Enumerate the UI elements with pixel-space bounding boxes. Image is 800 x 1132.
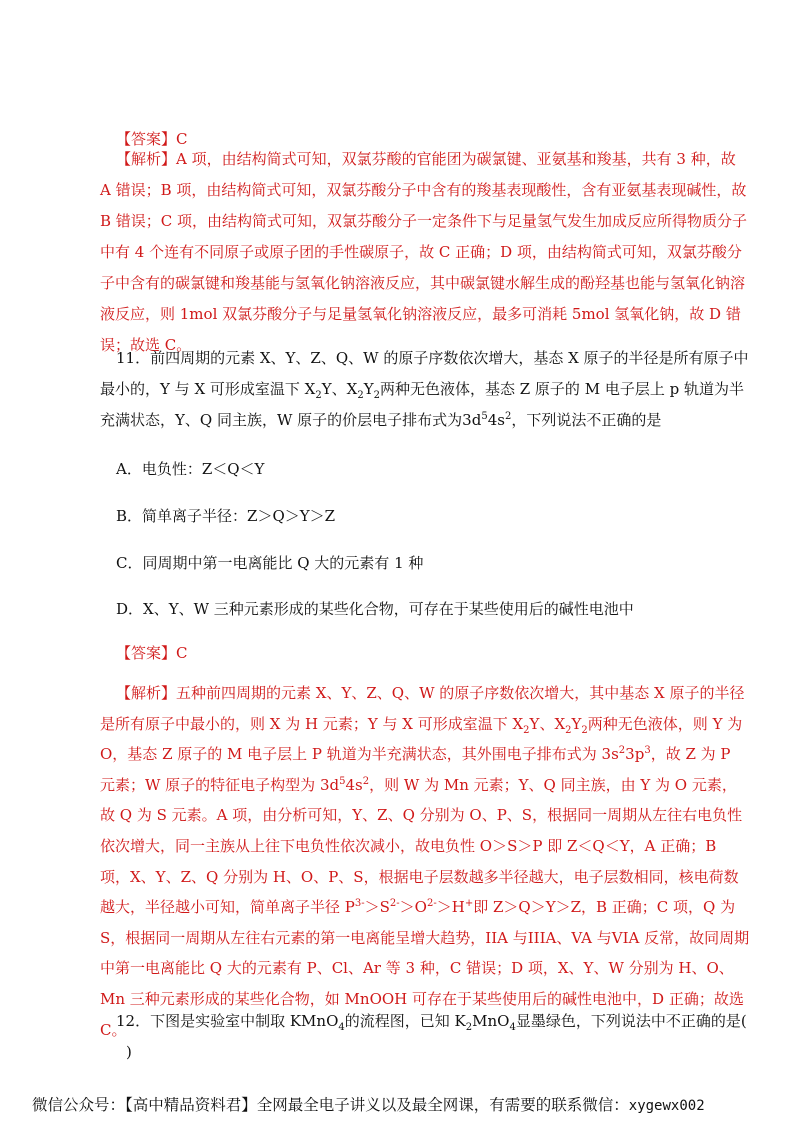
q12-stem-text: MnO <box>472 1012 510 1030</box>
q11-stem-text: 两种无色液体，基态 Z 原子的 M 电子层上 p 轨道为半充满状态，Y、Q 同主族，W 原子的价层电子排布式为3d <box>100 380 744 429</box>
q11-stem-text: ，下列说法不正确的是 <box>511 411 662 429</box>
q12-stem-text: ) <box>126 1043 132 1061</box>
analysis-text: 五种前四周期的元素 X、Y、Z、Q、W 的原子序数依次增大，其中基态 X 原子的半径是所有原子中最小的，则 X 为 H 元素；Y 与 X 可形成室温下 X <box>100 684 745 733</box>
sup: 5 <box>339 775 346 787</box>
q10-analysis <box>100 144 750 361</box>
wechat-id: xygewx002 <box>628 1098 705 1114</box>
option-b: B．简单离子半径：Z＞Q＞Y＞Z <box>116 507 336 525</box>
answer-value: C <box>176 644 188 662</box>
sub: 4 <box>338 1022 345 1033</box>
analysis-text: ＞H <box>436 898 465 917</box>
sup: 5 <box>481 411 488 422</box>
analysis-text: A 项，由结构简式可知，双氯芬酸的官能团为碳氯键、亚氨基和羧基，共有 3 种，故 A 错误；B 项，由结构简式可知，双氯芬酸分子中含有的羧基表现酸性，含有亚氨基表现碱性，故 B 错误；C 项，由结构简式可知，双氯芬酸分子一定条件下与足量氢气发生加成反应所得物质分子中有 4 个连有不同原子或原子团的手性碳原子，故 C 正确；D 项，由结构简式可知，双氯芬酸分子中含有的碳氯键和羧基能与氢氧化钠溶液反应，其中碳氯键水解生成的酚羟基也能与氢氧化钠溶液反应，则 1mol 双氯芬酸分子与足量氢氧化钠溶液反应，最多可消耗 5mol 氢氧化钠，故 D 错误；故选 C。 <box>100 150 748 354</box>
analysis-text: 两种无色液体，则 Y 为 O，基态 Z 原子的 M 电子层上 P 轨道为半充满状态，其外围电子排布式为 3s <box>100 714 743 764</box>
sub: 2 <box>373 390 380 401</box>
option-c: C．同周期中第一电离能比 Q 大的元素有 1 种 <box>116 554 424 572</box>
sub: 2 <box>465 1022 473 1033</box>
analysis-text: 3p <box>625 745 645 764</box>
q11-analysis <box>100 678 750 1045</box>
sub: 4 <box>509 1022 516 1033</box>
answer-tag: 【答案】 <box>116 644 177 662</box>
footer-text: 微信公众号：【高中精品资料君】全网最全电子讲义以及最全网课，有需要的联系微信： <box>32 1096 629 1114</box>
sup: 3 <box>644 745 651 757</box>
analysis-text: 即 Z＞Q＞Y＞Z，B 正确；C 项，Q 为 S，根据同一周期从左往右元素的第一电离能呈增大趋势，IIA 与IIIA、VA 与VIA 反常，故同周期中第一电离能比 Q 大的元素有 P、Cl、Ar 等 3 种，C 错误；D 项，X、Y、W 分别为 H、O、Mn 三种元素形成的某些化合物，如 MnOOH 可存在于某些使用后的碱性电池中，D 正确；故选 C。 <box>100 898 750 1039</box>
q11-answer <box>116 642 188 663</box>
option-a: A．电负性：Z＜Q＜Y <box>116 460 265 478</box>
q12-stem <box>100 1006 750 1068</box>
analysis-tag: 【解析】 <box>116 684 177 702</box>
sub: 2 <box>315 390 322 401</box>
analysis-text: Y <box>571 714 582 733</box>
q11-stem <box>100 343 750 436</box>
option-d: D．X、Y、W 三种元素形成的某些化合物，可存在于某些使用后的碱性电池中 <box>116 600 634 618</box>
q12-stem-text: 的流程图，已知 K <box>344 1012 466 1030</box>
analysis-tag: 【解析】 <box>116 150 177 168</box>
analysis-text: 4s <box>345 775 363 794</box>
answer-tag: 【答案】 <box>116 130 177 148</box>
sup: 2 <box>504 411 512 422</box>
sup: 2- <box>426 898 437 910</box>
analysis-text: ＞S <box>364 898 390 917</box>
answer-value: C <box>176 130 188 148</box>
sup: 3- <box>354 898 365 910</box>
analysis-text: ，故 Z 为 P 元素；W 原子的特征电子构型为 3d <box>100 745 731 794</box>
footer-notice <box>32 1093 772 1115</box>
sup: 2- <box>389 898 400 910</box>
q11-stem-text: Y <box>363 380 374 398</box>
sub: 2 <box>565 724 572 736</box>
analysis-text: Y、X <box>529 714 566 733</box>
q12-stem-text: 显墨绿色，下列说法中不正确的是( <box>515 1012 747 1030</box>
sub: 2 <box>523 724 530 736</box>
analysis-text: ，则 W 为 Mn 元素；Y、Q 同主族，由 Y 为 O 元素，故 Q 为 S 元素。A 项，由分析可知，Y、Z、Q 分别为 O、P、S，根据同一周期从左往右电负性依次增大，同一主族从上往下电负性依次减小，故电负性 O＞S＞P 即 Z＜Q＜Y，A 正确；B 项，X、Y、Z、Q 分别为 H、O、P、S，根据电子层数越多半径越大，电子层数相同，核电荷数越大，半径越小可知，简单离子半径 P <box>100 775 743 917</box>
sup: + <box>464 898 474 910</box>
sup: 2 <box>362 775 370 787</box>
analysis-text: ＞O <box>399 898 427 917</box>
q12-stem-text: 12．下图是实验室中制取 KMnO <box>116 1012 339 1030</box>
sup: 2 <box>618 745 626 757</box>
sub: 2 <box>581 724 588 736</box>
sub: 2 <box>357 390 364 401</box>
q11-stem-text: Y、X <box>321 380 358 398</box>
q11-stem-text: 4s <box>487 411 505 429</box>
q11-stem-text: 11．前四周期的元素 X、Y、Z、Q、W 的原子序数依次增大，基态 X 原子的半径是所有原子中最小的，Y 与 X 可形成室温下 X <box>100 349 749 398</box>
